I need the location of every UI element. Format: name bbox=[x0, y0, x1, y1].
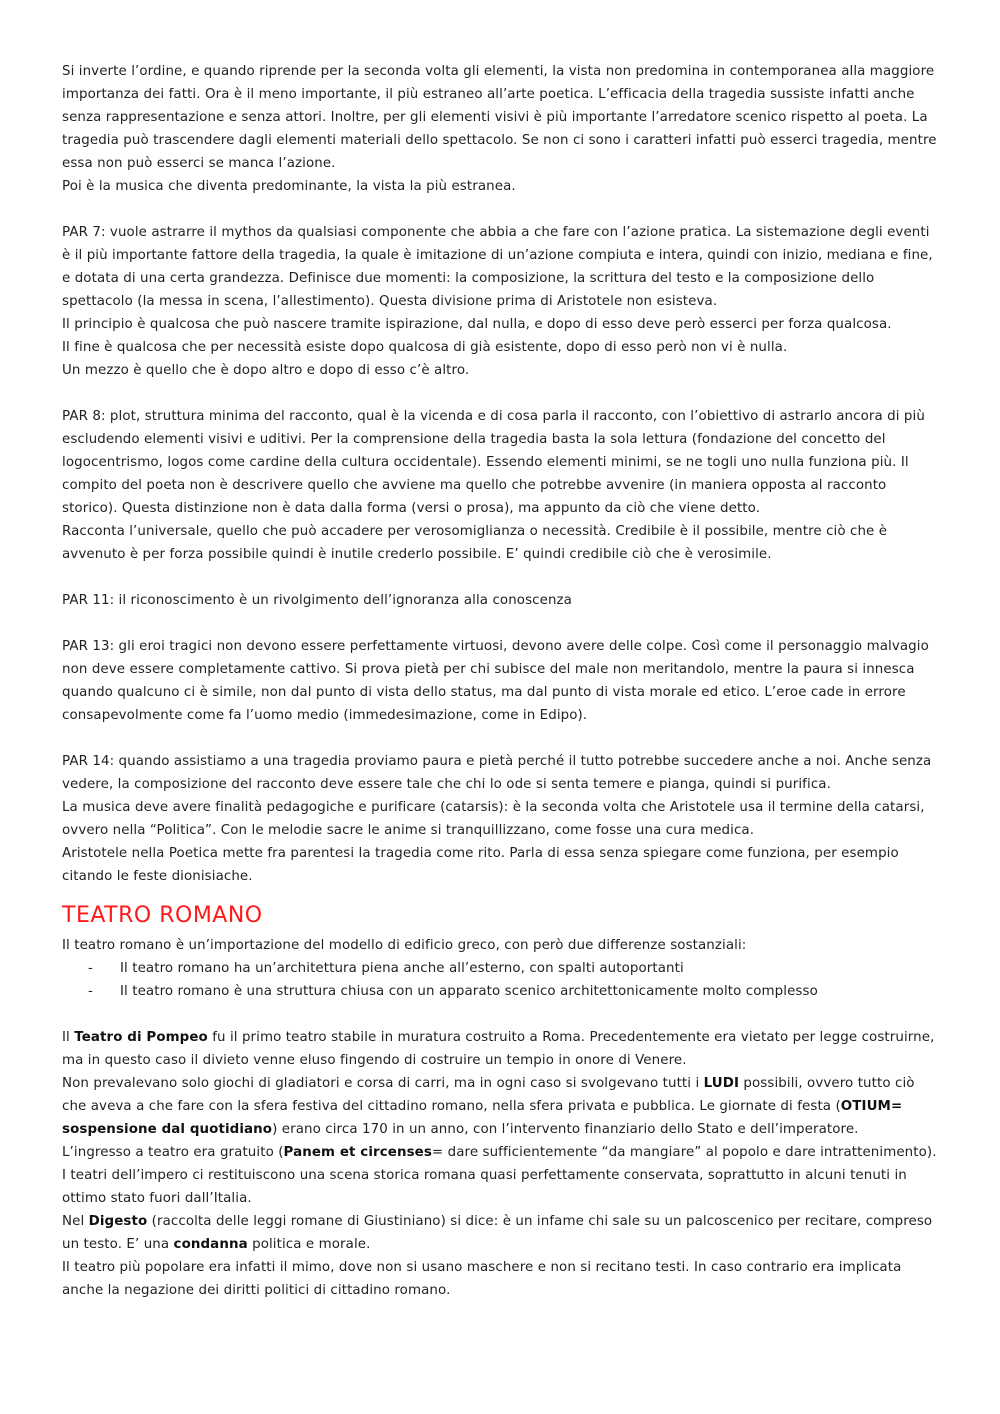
paragraph-gap bbox=[62, 612, 938, 635]
text-run: (raccolta delle leggi romane di Giustiniano) si dice: è un infame chi sale su un palcoscenico per recitare, compreso un testo. E’ una bbox=[62, 1214, 933, 1252]
paragraph-digesto bbox=[62, 1210, 938, 1256]
paragraph: Il teatro romano è un’importazione del modello di edificio greco, con però due differenze sostanziali: bbox=[62, 938, 747, 953]
bold-term: Digesto bbox=[88, 1214, 148, 1229]
par11-section bbox=[62, 589, 938, 612]
paragraph-gap bbox=[62, 1003, 938, 1026]
text-run: Nel bbox=[62, 1214, 89, 1229]
paragraph: Il principio è qualcosa che può nascere tramite ispirazione, dal nulla, e dopo di esso deve però esserci per forza qualcosa. bbox=[62, 317, 892, 332]
text-run: L’ingresso a teatro era gratuito ( bbox=[62, 1145, 284, 1160]
bold-term: condanna bbox=[173, 1237, 248, 1252]
bold-term: OTIUM= sospensione dal quotidiano bbox=[62, 1099, 903, 1137]
teatro-romano-section bbox=[62, 902, 938, 1302]
par7-section bbox=[62, 221, 938, 382]
paragraph: PAR 11: il riconoscimento è un rivolgimento dell’ignoranza alla conoscenza bbox=[62, 593, 572, 608]
paragraph: Il teatro più popolare era infatti il mimo, dove non si usano maschere e non si recitano testi. In caso contrario era implicata anche la negazione dei diritti politici di cittadino romano. bbox=[62, 1260, 902, 1298]
paragraph-ingresso bbox=[62, 1141, 938, 1164]
paragraph: Un mezzo è quello che è dopo altro e dopo di esso c’è altro. bbox=[62, 363, 470, 378]
text-run: ) erano circa 170 in un anno, con l’intervento finanziario dello Stato e dell’imperatore. bbox=[272, 1122, 859, 1137]
paragraph-ludi bbox=[62, 1072, 938, 1141]
text-run: possibili, ovvero tutto ciò che aveva a che fare con la sfera festiva del cittadino romano, nella sfera privata e pubblica. Le giornate di festa ( bbox=[62, 1076, 915, 1114]
bold-term: LUDI bbox=[703, 1076, 740, 1091]
paragraph-gap bbox=[62, 382, 938, 405]
paragraph-gap bbox=[62, 198, 938, 221]
paragraph: PAR 13: gli eroi tragici non devono essere perfettamente virtuosi, devono avere delle colpe. Così come il personaggio malvagio non deve essere completamente cattivo. Si prova pietà per chi subisce del male non meritandolo, mentre la paura si innesca quando qualcuno ci è simile, non dal punto di vista dello status, ma dal punto di vista morale ed etico. L’eroe cade in errore consapevolmente come fa l’uomo medio (immedesimazione, come in Edipo). bbox=[62, 639, 929, 723]
paragraph: PAR 8: plot, struttura minima del racconto, qual è la vicenda e di cosa parla il racconto, con l’obiettivo di astrarlo ancora di più escludendo elementi visivi e uditivi. Per la comprensione della tragedia basta la sola lettura (fondazione del concetto del logocentrismo, logos come cardine della cultura occidentale). Essendo elementi minimi, se ne togli uno nulla funziona più. Il compito del poeta non è descrivere quello che avviene ma quello che potrebbe avvenire (in maniera opposta al racconto storico). Questa distinzione non è data dalla forma (versi o prosa), ma appunto da ciò che viene detto. bbox=[62, 409, 925, 516]
paragraph-gap bbox=[62, 727, 938, 750]
text-run: Il bbox=[62, 1030, 75, 1045]
paragraph: Poi è la musica che diventa predominante, la vista la più estranea. bbox=[62, 179, 516, 194]
paragraph: Aristotele nella Poetica mette fra parentesi la tragedia come rito. Parla di essa senza spiegare come funziona, per esempio citando le feste dionisiache. bbox=[62, 846, 899, 884]
paragraph: Si inverte l’ordine, e quando riprende per la seconda volta gli elementi, la vista non predomina in contemporanea alla maggiore importanza dei fatti. Ora è il meno importante, il più estraneo all’arte poetica. L’efficacia della tragedia sussiste infatti anche senza rappresentazione e senza attori. Inoltre, per gli elementi visivi è più importante l’arredatore scenico rispetto al poeta. La tragedia può trascendere dagli elementi materiali dello spettacolo. Se non ci sono i caratteri infatti può esserci tragedia, mentre essa non può esserci se manca l’azione. bbox=[62, 64, 937, 171]
text-run: fu il primo teatro stabile in muratura costruito a Roma. Precedentemente era vietato per legge costruirne, ma in questo caso il divieto venne eluso fingendo di costruire un tempio in onore di Venere. bbox=[62, 1030, 935, 1068]
list-item-text: Il teatro romano ha un’architettura piena anche all’esterno, con spalti autoportanti bbox=[120, 961, 684, 976]
paragraph: I teatri dell’impero ci restituiscono una scena storica romana quasi perfettamente conservata, soprattutto in alcuni tenuti in ottimo stato fuori dall’Italia. bbox=[62, 1168, 907, 1206]
bullet-dash: - bbox=[88, 961, 93, 976]
section-heading: TEATRO ROMANO bbox=[62, 903, 263, 928]
list-item-text: Il teatro romano è una struttura chiusa con un apparato scenico architettonicamente molto complesso bbox=[120, 984, 818, 999]
par8-section bbox=[62, 405, 938, 566]
bold-term: Panem et circenses bbox=[283, 1145, 432, 1160]
text-run: politica e morale. bbox=[247, 1237, 371, 1252]
bullet-dash: - bbox=[88, 984, 93, 999]
paragraph-pompeo bbox=[62, 1026, 938, 1072]
bold-term: Teatro di Pompeo bbox=[74, 1030, 208, 1045]
intro-section bbox=[62, 60, 938, 198]
bullet-list bbox=[62, 957, 938, 1003]
text-run: = dare sufficientemente “da mangiare” al popolo e dare intrattenimento). bbox=[431, 1145, 937, 1160]
par13-section bbox=[62, 635, 938, 727]
paragraph: Racconta l’universale, quello che può accadere per verosomiglianza o necessità. Credibile è il possibile, mentre ciò che è avvenuto è per forza possibile quindi è inutile crederlo possibile. E’ quindi credibile ciò che è verosimile. bbox=[62, 524, 888, 562]
paragraph: PAR 14: quando assistiamo a una tragedia proviamo paura e pietà perché il tutto potrebbe succedere anche a noi. Anche senza vedere, la composizione del racconto deve essere tale che chi lo ode si senta temere e pianga, quindi si purifica. bbox=[62, 754, 932, 792]
par14-section bbox=[62, 750, 938, 888]
paragraph: PAR 7: vuole astrarre il mythos da qualsiasi componente che abbia a che fare con l’azione pratica. La sistemazione degli eventi è il più importante fattore della tragedia, la quale è imitazione di un’azione compiuta e intera, quindi con inizio, mediana e fine, e dotata di una certa grandezza. Definisce due momenti: la composizione, la scrittura del testo e la composizione dello spettacolo (la messa in scena, l’allestimento). Questa divisione prima di Aristotele non esisteva. bbox=[62, 225, 933, 309]
text-run: Non prevalevano solo giochi di gladiatori e corsa di carri, ma in ogni caso si svolgevano tutti i bbox=[62, 1076, 704, 1091]
list-item bbox=[88, 957, 938, 980]
paragraph: Il fine è qualcosa che per necessità esiste dopo qualcosa di già esistente, dopo di esso però non vi è nulla. bbox=[62, 340, 788, 355]
paragraph: La musica deve avere finalità pedagogiche e purificare (catarsis): è la seconda volta che Aristotele usa il termine della catarsi, ovvero nella “Politica”. Con le melodie sacre le anime si tranquillizzano, come fosse una cura medica. bbox=[62, 800, 925, 838]
list-item bbox=[88, 980, 938, 1003]
paragraph-gap bbox=[62, 566, 938, 589]
